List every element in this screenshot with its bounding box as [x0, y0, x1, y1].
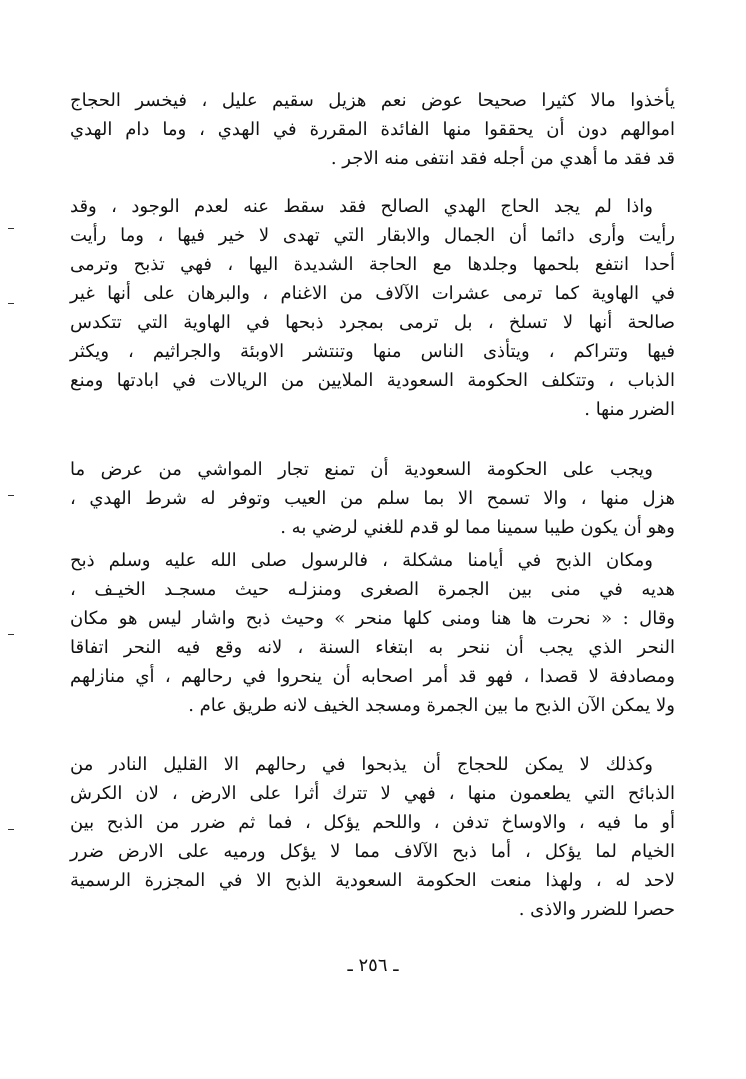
text-line: اموالهم دون أن يحققوا منها الفائدة المقررة في الهدي ، وما دام الهدي	[70, 119, 675, 140]
margin-mark	[8, 829, 14, 830]
text-line: الذباب ، وتتكلف الحكومة السعودية الملايين من الريالات في ابادتها ومنع	[70, 370, 675, 391]
paragraph-1	[70, 86, 675, 173]
paragraph-5	[70, 750, 675, 924]
text-line: لاحد له ، ولهذا منعت الحكومة السعودية الذبح الا في المجزرة الرسمية	[70, 870, 675, 891]
text-line: الذبائح التي يطعمون منها ، فهي لا تترك أثرا على الارض ، لان الكرش	[70, 783, 675, 804]
paragraph-3	[70, 455, 675, 542]
paragraph-2	[70, 192, 675, 424]
page-number: ـ ٢٥٦ ـ	[347, 955, 399, 976]
text-line: واذا لم يجد الحاج الهدي الصالح فقد سقط عنه لعدم الوجود ، وقد	[70, 196, 653, 217]
text-line: رأيت وأرى دائما أن الجمال والابقار التي تهدى لا خير فيها ، وما رأيت	[70, 225, 675, 246]
text-line: ومصادفة لا قصدا ، فهو قد أمر اصحابه أن ينحروا في رحالهم ، أي منازلهم	[70, 666, 675, 687]
text-line: وكذلك لا يمكن للحجاج أن يذبحوا في رحالهم الا القليل النادر من	[70, 754, 653, 775]
text-line: الخيام لما يؤكل ، أما ذبح الآلاف مما لا يؤكل ورميه على الارض ضرر	[70, 841, 675, 862]
text-line: وقال : « نحرت ها هنا ومنى كلها منحر » وحيث ذبح واشار ليس هو مكان	[70, 608, 675, 629]
text-line: هزل منها ، والا تسمح الا بما سلم من العيب وتوفر له شرط الهدي ،	[70, 488, 675, 509]
text-line: قد فقد ما أهدي من أجله فقد انتفى منه الاجر .	[330, 148, 675, 169]
text-line: الضرر منها .	[584, 399, 675, 420]
text-line: ومكان الذبح في أيامنا مشكلة ، فالرسول صلى الله عليه وسلم ذبح	[70, 550, 653, 571]
text-line: ويجب على الحكومة السعودية أن تمنع تجار المواشي من عرض ما	[70, 459, 653, 480]
text-line: أحدا انتفع بلحمها وجلدها مع الحاجة الشديدة اليها ، فهي تذبح وترمى	[70, 254, 675, 275]
text-line: في الهاوية كما ترمى عشرات الآلاف من الاغنام ، والبرهان على أنها غير	[70, 283, 675, 304]
text-line: ولا يمكن الآن الذبح ما بين الجمرة ومسجد الخيف لانه طريق عام .	[188, 695, 675, 716]
paragraph-4	[70, 546, 675, 720]
text-line: أو ما فيه ، والاوساخ تدفن ، واللحم يؤكل ، فما ثم ضرر من الذبح بين	[70, 812, 675, 833]
text-line: هديه في منى بين الجمرة الصغرى ومنزلـه حيث مسجـد الخيـف ،	[70, 579, 675, 600]
text-line: النحر الذي يجب أن ننحر به ابتغاء السنة ، لانه وقع فيه النحر اتفاقا	[70, 637, 676, 658]
text-line: وهو أن يكون طيبا سمينا مما لو قدم للغني لرضي به .	[280, 517, 675, 538]
text-line: فيها وتتراكم ، ويتأذى الناس منها وتنتشر الاوبئة والجراثيم ، ويكثر	[70, 341, 675, 362]
text-line: يأخذوا مالا كثيرا صحيحا عوض نعم هزيل سقيم عليل ، فيخسر الحجاج	[70, 90, 675, 111]
margin-mark	[8, 228, 14, 229]
margin-mark	[8, 303, 14, 304]
margin-mark	[8, 634, 14, 635]
text-line: حصرا للضرر والاذى .	[518, 899, 675, 920]
margin-mark	[8, 495, 14, 496]
text-line: صالحة أنها لا تسلخ ، بل ترمى بمجرد ذبحها في الهاوية التي تتكدس	[70, 312, 675, 333]
